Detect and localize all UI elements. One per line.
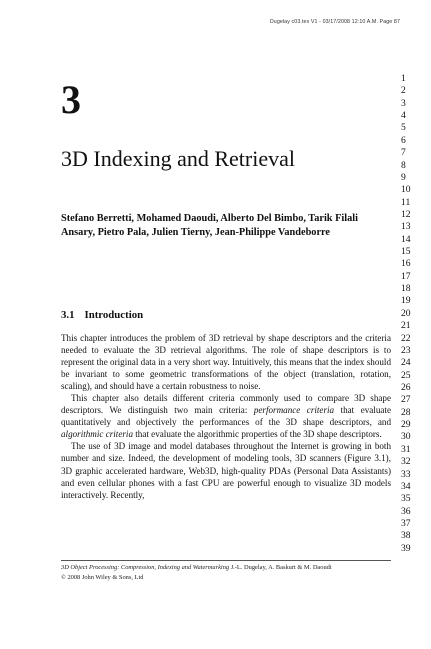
term-performance-criteria: performance criteria [253,405,335,416]
line-number: 14 [401,233,411,245]
book-title: 3D Object Processing: Compression, Indexing and Watermarking [61,564,230,571]
line-number: 8 [401,159,406,171]
line-number: 31 [401,443,411,455]
line-number: 5 [401,122,406,134]
line-number: 22 [401,332,411,344]
chapter-title: 3D Indexing and Retrieval [61,146,295,171]
section-title: Introduction [84,309,144,321]
line-number: 15 [401,246,411,258]
line-number: 11 [401,196,411,208]
chapter-number: 3 [61,77,81,122]
line-number: 9 [401,171,406,183]
line-number: 12 [401,208,411,220]
line-number: 3 [401,97,406,109]
line-number: 6 [401,134,406,146]
line-number: 38 [401,530,411,542]
section-heading [61,308,143,322]
line-number: 13 [401,221,411,233]
line-number: 18 [401,283,411,295]
body-text [61,332,391,501]
line-number: 30 [401,431,411,443]
footnote-book-line [61,563,401,573]
author-list: Stefano Berretti, Mohamed Daoudi, Alberto Del Bimbo, Tarik Filali Ansary, Pietro Pala, Julien Tierny, Jean-Philippe Vandeborre [61,213,358,238]
book-editors: J.-L. Dugelay, A. Baskurt & M. Daoudi [229,564,332,571]
line-number: 21 [401,320,411,332]
line-number: 24 [401,357,411,369]
section-number: 3.1 [61,309,75,321]
line-number: 33 [401,468,411,480]
line-number: 28 [401,406,411,418]
line-number: 10 [401,184,411,196]
term-algorithmic-criteria: algorithmic criteria [61,429,133,440]
line-number: 35 [401,493,411,505]
line-number: 39 [401,542,411,554]
paragraph-2-part-a: This chapter also details different criteria commonly used to compare 3D shape descriptors. We distinguish two main criteria: [61,393,391,416]
line-number: 16 [401,258,411,270]
line-number: 7 [401,147,406,159]
line-number: 1 [401,73,406,84]
line-number: 20 [401,307,411,319]
line-number: 2 [401,85,406,97]
line-number: 4 [401,110,406,122]
line-number: 34 [401,480,411,492]
line-number: 29 [401,419,411,431]
line-numbers [401,73,421,555]
line-number: 37 [401,517,411,529]
paragraph-2-part-c: that evaluate the algorithmic properties of the 3D shape descriptors. [133,429,382,440]
line-number: 36 [401,505,411,517]
paragraph-1: This chapter introduces the problem of 3D retrieval by shape descriptors and the criteria needed to evaluate the 3D retrieval algorithms. The role of shape descriptors is to represent the original data in a very short way. Intuitively, this means that the index should be invariant to some geometric transformations of the object (translation, rotation, scaling), and should have a certain robustness to noise. [61,333,391,392]
line-number: 19 [401,295,411,307]
footnote-rule [61,560,391,561]
line-number: 26 [401,381,411,393]
footnote-copyright: © 2008 John Wiley & Sons, Ltd [61,573,144,581]
paragraph-2-part-b: that evaluate quantitatively and objectively the performances of the 3D shape descriptors, and [61,405,391,428]
paragraph-2 [61,392,391,440]
running-header: Dugelay c03.tex V1 - 03/17/2008 12:10 A.M. Page 87 [269,19,400,25]
paragraph-3: The use of 3D image and model databases throughout the Internet is growing in both number and size. Indeed, the development of modeling tools, 3D scanners (Figure 3.1), 3D graphic accelerated hardware, Web3D, high-quality PDAs (Personal Data Assistants) and even cellular phones with a fast CPU are powerful enough to visualize 3D models interactively. Recently, [61,441,391,500]
line-number: 17 [401,270,411,282]
copyright-footnote [61,563,401,582]
line-number: 27 [401,394,411,406]
line-number: 25 [401,369,411,381]
line-number: 23 [401,344,411,356]
line-number: 32 [401,456,411,468]
